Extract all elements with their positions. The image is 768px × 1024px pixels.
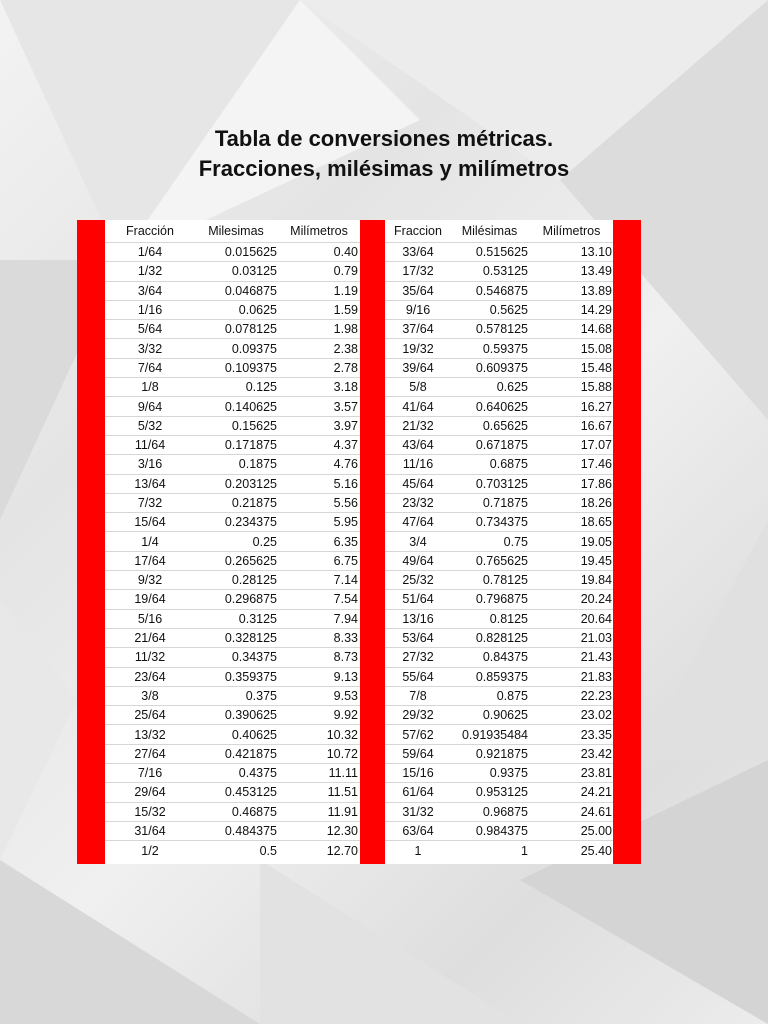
red-bar-middle xyxy=(360,220,385,864)
fraction-cell: 55/64 xyxy=(402,669,434,684)
title-block xyxy=(0,124,768,184)
millimeters-cell: 11.51 xyxy=(327,785,358,800)
thousandths-cell: 0.078125 xyxy=(224,322,277,337)
thousandths-cell: 0.25 xyxy=(252,534,277,549)
millimeters-cell: 8.73 xyxy=(333,650,358,665)
thousandths-cell: 0.59375 xyxy=(482,341,528,356)
fraction-cell: 1/16 xyxy=(137,303,163,318)
thousandths-cell: 0.46875 xyxy=(231,804,277,819)
thousandths-cell: 0.65625 xyxy=(482,418,528,433)
table-row xyxy=(385,417,613,436)
millimeters-cell: 11.91 xyxy=(327,804,358,819)
millimeters-cell: 2.78 xyxy=(333,360,358,375)
thousandths-cell: 0.734375 xyxy=(475,515,528,530)
fraction-cell: 3/4 xyxy=(409,534,427,549)
fraction-cell: 9/64 xyxy=(137,399,163,414)
table-row xyxy=(385,571,613,590)
left-table-header xyxy=(105,220,360,243)
table-row xyxy=(385,301,613,320)
fraction-cell: 43/64 xyxy=(402,438,434,453)
millimeters-cell: 23.35 xyxy=(580,727,612,742)
thousandths-cell: 0.296875 xyxy=(224,592,277,607)
thousandths-cell: 0.671875 xyxy=(475,438,528,453)
millimeters-cell: 0.79 xyxy=(333,264,358,279)
fraction-cell: 5/8 xyxy=(409,380,427,395)
fraction-cell: 25/64 xyxy=(134,708,166,723)
thousandths-cell: 0.78125 xyxy=(482,573,528,588)
fraction-cell: 53/64 xyxy=(402,631,434,646)
thousandths-cell: 0.625 xyxy=(496,380,528,395)
table-row xyxy=(105,803,360,822)
millimeters-cell: 1.59 xyxy=(333,303,358,318)
thousandths-cell: 0.015625 xyxy=(224,245,277,260)
millimeters-cell: 5.56 xyxy=(333,496,358,510)
fraction-cell: 5/32 xyxy=(137,418,163,433)
thousandths-cell: 0.3125 xyxy=(238,611,277,626)
table-row xyxy=(385,745,613,764)
table-row xyxy=(105,436,360,455)
millimeters-cell: 13.10 xyxy=(580,245,612,260)
millimeters-cell: 3.57 xyxy=(333,399,358,414)
thousandths-cell: 0.859375 xyxy=(475,669,528,684)
table-row xyxy=(105,571,360,590)
thousandths-cell: 0.91935484 xyxy=(461,727,528,742)
millimeters-cell: 24.21 xyxy=(580,785,612,800)
millimeters-cell: 19.84 xyxy=(580,573,612,588)
thousandths-cell: 0.421875 xyxy=(224,746,277,761)
fraction-cell: 7/16 xyxy=(137,766,163,781)
fraction-cell: 3/64 xyxy=(137,283,163,298)
fraction-cell: 15/16 xyxy=(402,766,434,781)
fraction-cell: 1/32 xyxy=(137,264,163,279)
thousandths-cell: 0.21875 xyxy=(231,496,277,510)
title-line-1: Tabla de conversiones métricas. xyxy=(214,126,554,151)
fraction-cell: 3/32 xyxy=(137,341,163,356)
millimeters-cell: 4.37 xyxy=(333,438,358,453)
fraction-cell: 9/32 xyxy=(137,573,163,588)
millimeters-cell: 18.65 xyxy=(580,515,612,530)
fraction-cell: 1/8 xyxy=(141,380,159,395)
millimeters-cell: 21.43 xyxy=(580,650,612,665)
table-row xyxy=(385,610,613,629)
thousandths-cell: 0.953125 xyxy=(475,785,528,800)
thousandths-cell: 0.8125 xyxy=(489,611,528,626)
table-row xyxy=(105,378,360,397)
millimeters-cell: 15.48 xyxy=(580,360,612,375)
thousandths-cell: 0.640625 xyxy=(475,399,528,414)
thousandths-cell: 0.1875 xyxy=(238,457,277,472)
table-row xyxy=(385,648,613,667)
fraction-cell: 61/64 xyxy=(402,785,434,800)
fraction-cell: 29/32 xyxy=(402,708,434,723)
right-header-fraction: Fraccion xyxy=(394,224,442,238)
fraction-cell: 15/32 xyxy=(134,804,166,819)
millimeters-cell: 19.05 xyxy=(580,534,612,549)
fraction-cell: 23/64 xyxy=(134,669,166,684)
fraction-cell: 7/8 xyxy=(409,688,427,703)
table-row xyxy=(105,513,360,532)
fraction-cell: 21/32 xyxy=(402,418,434,433)
table-row xyxy=(105,822,360,841)
thousandths-cell: 0.9375 xyxy=(489,766,528,781)
fraction-cell: 5/64 xyxy=(137,322,163,337)
thousandths-cell: 0.375 xyxy=(245,688,277,703)
thousandths-cell: 0.109375 xyxy=(224,360,277,375)
table-row xyxy=(105,262,360,281)
table-row xyxy=(385,397,613,416)
right-table-header xyxy=(385,220,613,243)
millimeters-cell: 14.68 xyxy=(580,322,612,337)
table-row xyxy=(385,725,613,744)
fraction-cell: 13/32 xyxy=(134,727,166,742)
title-line-2: Fracciones, milésimas y milímetros xyxy=(198,156,570,181)
table-row xyxy=(385,764,613,783)
millimeters-cell: 3.97 xyxy=(333,418,358,433)
millimeters-cell: 12.70 xyxy=(326,843,358,858)
thousandths-cell: 0.90625 xyxy=(482,708,528,723)
fraction-cell: 17/32 xyxy=(402,264,434,279)
thousandths-cell: 0.53125 xyxy=(482,264,528,279)
millimeters-cell: 11.11 xyxy=(328,766,358,781)
thousandths-cell: 0.0625 xyxy=(238,303,277,318)
millimeters-cell: 7.14 xyxy=(333,573,358,588)
fraction-cell: 41/64 xyxy=(402,399,434,414)
thousandths-cell: 0.515625 xyxy=(475,245,528,260)
millimeters-cell: 0.40 xyxy=(333,245,358,260)
thousandths-cell: 1 xyxy=(521,843,528,858)
millimeters-cell: 23.81 xyxy=(580,766,612,781)
thousandths-cell: 0.703125 xyxy=(475,476,528,491)
thousandths-cell: 0.96875 xyxy=(482,804,528,819)
thousandths-cell: 0.71875 xyxy=(482,496,528,510)
fraction-cell: 11/16 xyxy=(402,457,434,472)
millimeters-cell: 4.76 xyxy=(333,457,358,472)
fraction-cell: 11/64 xyxy=(134,438,166,453)
table-row xyxy=(105,359,360,378)
fraction-cell: 27/32 xyxy=(402,650,434,665)
table-row xyxy=(385,841,613,860)
millimeters-cell: 15.08 xyxy=(580,341,612,356)
millimeters-cell: 21.03 xyxy=(580,631,612,646)
thousandths-cell: 0.359375 xyxy=(224,669,277,684)
fraction-cell: 45/64 xyxy=(402,476,434,491)
thousandths-cell: 0.875 xyxy=(496,688,528,703)
table-row xyxy=(105,301,360,320)
fraction-cell: 37/64 xyxy=(402,322,434,337)
table-row xyxy=(105,590,360,609)
thousandths-cell: 0.796875 xyxy=(475,592,528,607)
fraction-cell: 59/64 xyxy=(402,746,434,761)
table-row xyxy=(105,552,360,571)
millimeters-cell: 23.02 xyxy=(580,708,612,723)
fraction-cell: 7/32 xyxy=(137,496,163,510)
fraction-cell: 5/16 xyxy=(137,611,163,626)
left-table xyxy=(105,220,360,864)
fraction-cell: 39/64 xyxy=(402,360,434,375)
millimeters-cell: 21.83 xyxy=(580,669,612,684)
millimeters-cell: 5.95 xyxy=(333,515,358,530)
millimeters-cell: 9.92 xyxy=(333,708,358,723)
table-row xyxy=(385,783,613,802)
thousandths-cell: 0.09375 xyxy=(231,341,277,356)
millimeters-cell: 10.32 xyxy=(326,727,358,742)
thousandths-cell: 0.171875 xyxy=(224,438,277,453)
thousandths-cell: 0.140625 xyxy=(224,399,277,414)
thousandths-cell: 0.921875 xyxy=(475,746,528,761)
fraction-cell: 11/32 xyxy=(134,650,166,665)
fraction-cell: 57/62 xyxy=(402,727,434,742)
fraction-cell: 25/32 xyxy=(402,573,434,588)
millimeters-cell: 12.30 xyxy=(326,824,358,839)
thousandths-cell: 0.390625 xyxy=(224,708,277,723)
millimeters-cell: 9.13 xyxy=(333,669,358,684)
millimeters-cell: 18.26 xyxy=(580,496,612,510)
table-row xyxy=(105,532,360,551)
fraction-cell: 1/2 xyxy=(141,843,159,858)
thousandths-cell: 0.578125 xyxy=(475,322,528,337)
table-row xyxy=(385,552,613,571)
table-row xyxy=(105,475,360,494)
fraction-cell: 31/32 xyxy=(402,804,434,819)
millimeters-cell: 17.46 xyxy=(580,457,612,472)
millimeters-cell: 3.18 xyxy=(333,380,358,395)
fraction-cell: 13/64 xyxy=(134,476,166,491)
millimeters-cell: 10.72 xyxy=(326,746,358,761)
table-row xyxy=(385,243,613,262)
table-row xyxy=(105,687,360,706)
thousandths-cell: 0.984375 xyxy=(475,824,528,839)
millimeters-cell: 16.27 xyxy=(580,399,612,414)
thousandths-cell: 0.28125 xyxy=(231,573,277,588)
thousandths-cell: 0.84375 xyxy=(482,650,528,665)
thousandths-cell: 0.5625 xyxy=(489,303,528,318)
millimeters-cell: 1.98 xyxy=(333,322,358,337)
fraction-cell: 29/64 xyxy=(134,785,166,800)
table-row xyxy=(105,841,360,860)
fraction-cell: 33/64 xyxy=(402,245,434,260)
thousandths-cell: 0.40625 xyxy=(231,727,277,742)
table-row xyxy=(385,262,613,281)
millimeters-cell: 17.07 xyxy=(580,438,612,453)
fraction-cell: 15/64 xyxy=(134,515,166,530)
conversion-table xyxy=(77,220,641,864)
thousandths-cell: 0.046875 xyxy=(224,283,277,298)
table-row xyxy=(385,494,613,513)
fraction-cell: 9/16 xyxy=(405,303,431,318)
fraction-cell: 51/64 xyxy=(402,592,434,607)
fraction-cell: 27/64 xyxy=(134,746,166,761)
table-row xyxy=(105,725,360,744)
fraction-cell: 35/64 xyxy=(402,283,434,298)
table-row xyxy=(105,745,360,764)
millimeters-cell: 24.61 xyxy=(580,804,612,819)
thousandths-cell: 0.125 xyxy=(245,380,277,395)
thousandths-cell: 0.546875 xyxy=(475,283,528,298)
table-row xyxy=(105,668,360,687)
millimeters-cell: 15.88 xyxy=(580,380,612,395)
thousandths-cell: 0.609375 xyxy=(475,360,528,375)
table-row xyxy=(385,475,613,494)
thousandths-cell: 0.484375 xyxy=(224,824,277,839)
millimeters-cell: 19.45 xyxy=(580,553,612,568)
fraction-cell: 3/8 xyxy=(141,688,159,703)
table-row xyxy=(105,282,360,301)
millimeters-cell: 7.54 xyxy=(333,592,358,607)
millimeters-cell: 7.94 xyxy=(333,611,358,626)
table-row xyxy=(385,282,613,301)
fraction-cell: 17/64 xyxy=(134,553,166,568)
thousandths-cell: 0.765625 xyxy=(475,553,528,568)
fraction-cell: 23/32 xyxy=(402,496,434,510)
table-row xyxy=(105,629,360,648)
millimeters-cell: 13.49 xyxy=(580,264,612,279)
table-row xyxy=(105,339,360,358)
thousandths-cell: 0.75 xyxy=(503,534,528,549)
thousandths-cell: 0.03125 xyxy=(231,264,277,279)
fraction-cell: 63/64 xyxy=(402,824,434,839)
table-row xyxy=(385,822,613,841)
red-bar-right xyxy=(613,220,641,864)
fraction-cell: 7/64 xyxy=(137,360,163,375)
table-row xyxy=(385,590,613,609)
fraction-cell: 1 xyxy=(414,843,422,858)
right-table xyxy=(385,220,613,864)
table-row xyxy=(385,532,613,551)
millimeters-cell: 20.24 xyxy=(580,592,612,607)
millimeters-cell: 9.53 xyxy=(333,688,358,703)
table-row xyxy=(385,378,613,397)
right-header-thousandths: Milésimas xyxy=(461,224,518,238)
fraction-cell: 19/64 xyxy=(134,592,166,607)
fraction-cell: 3/16 xyxy=(137,457,163,472)
table-row xyxy=(385,513,613,532)
fraction-cell: 21/64 xyxy=(134,631,166,646)
thousandths-cell: 0.5 xyxy=(259,843,277,858)
millimeters-cell: 20.64 xyxy=(580,611,612,626)
table-row xyxy=(385,629,613,648)
millimeters-cell: 22.23 xyxy=(580,688,612,703)
table-row xyxy=(385,339,613,358)
millimeters-cell: 17.86 xyxy=(580,476,612,491)
thousandths-cell: 0.453125 xyxy=(224,785,277,800)
left-header-thousandths: Milesimas xyxy=(208,224,264,238)
thousandths-cell: 0.6875 xyxy=(489,457,528,472)
table-row xyxy=(105,783,360,802)
left-header-fraction: Fracción xyxy=(126,224,174,238)
thousandths-cell: 0.34375 xyxy=(231,650,277,665)
millimeters-cell: 6.75 xyxy=(333,553,358,568)
thousandths-cell: 0.265625 xyxy=(224,553,277,568)
fraction-cell: 13/16 xyxy=(402,611,434,626)
fraction-cell: 49/64 xyxy=(402,553,434,568)
millimeters-cell: 8.33 xyxy=(333,631,358,646)
thousandths-cell: 0.4375 xyxy=(238,766,277,781)
millimeters-cell: 6.35 xyxy=(333,534,358,549)
millimeters-cell: 1.19 xyxy=(333,283,358,298)
thousandths-cell: 0.234375 xyxy=(224,515,277,530)
thousandths-cell: 0.15625 xyxy=(231,418,277,433)
thousandths-cell: 0.203125 xyxy=(224,476,277,491)
table-row xyxy=(385,687,613,706)
fraction-cell: 31/64 xyxy=(134,824,166,839)
millimeters-cell: 13.89 xyxy=(580,283,612,298)
table-row xyxy=(385,320,613,339)
table-row xyxy=(105,397,360,416)
table-row xyxy=(105,764,360,783)
millimeters-cell: 16.67 xyxy=(580,418,612,433)
millimeters-cell: 5.16 xyxy=(333,476,358,491)
table-row xyxy=(385,706,613,725)
thousandths-cell: 0.328125 xyxy=(224,631,277,646)
table-row xyxy=(105,706,360,725)
table-row xyxy=(105,417,360,436)
left-header-millimeters: Milímetros xyxy=(290,224,348,238)
table-row xyxy=(105,648,360,667)
fraction-cell: 19/32 xyxy=(402,341,434,356)
fraction-cell: 1/64 xyxy=(137,245,163,260)
millimeters-cell: 25.00 xyxy=(580,824,612,839)
table-row xyxy=(105,320,360,339)
table-row xyxy=(385,455,613,474)
table-row xyxy=(385,668,613,687)
thousandths-cell: 0.828125 xyxy=(475,631,528,646)
millimeters-cell: 2.38 xyxy=(333,341,358,356)
millimeters-cell: 23.42 xyxy=(580,746,612,761)
millimeters-cell: 14.29 xyxy=(580,303,612,318)
table-row xyxy=(105,455,360,474)
table-row xyxy=(105,494,360,513)
fraction-cell: 1/4 xyxy=(141,534,159,549)
right-header-millimeters: Milímetros xyxy=(542,224,601,238)
table-row xyxy=(105,610,360,629)
table-row xyxy=(385,803,613,822)
table-row xyxy=(105,243,360,262)
red-bar-left xyxy=(77,220,105,864)
fraction-cell: 47/64 xyxy=(402,515,434,530)
millimeters-cell: 25.40 xyxy=(580,843,612,858)
table-row xyxy=(385,359,613,378)
table-row xyxy=(385,436,613,455)
